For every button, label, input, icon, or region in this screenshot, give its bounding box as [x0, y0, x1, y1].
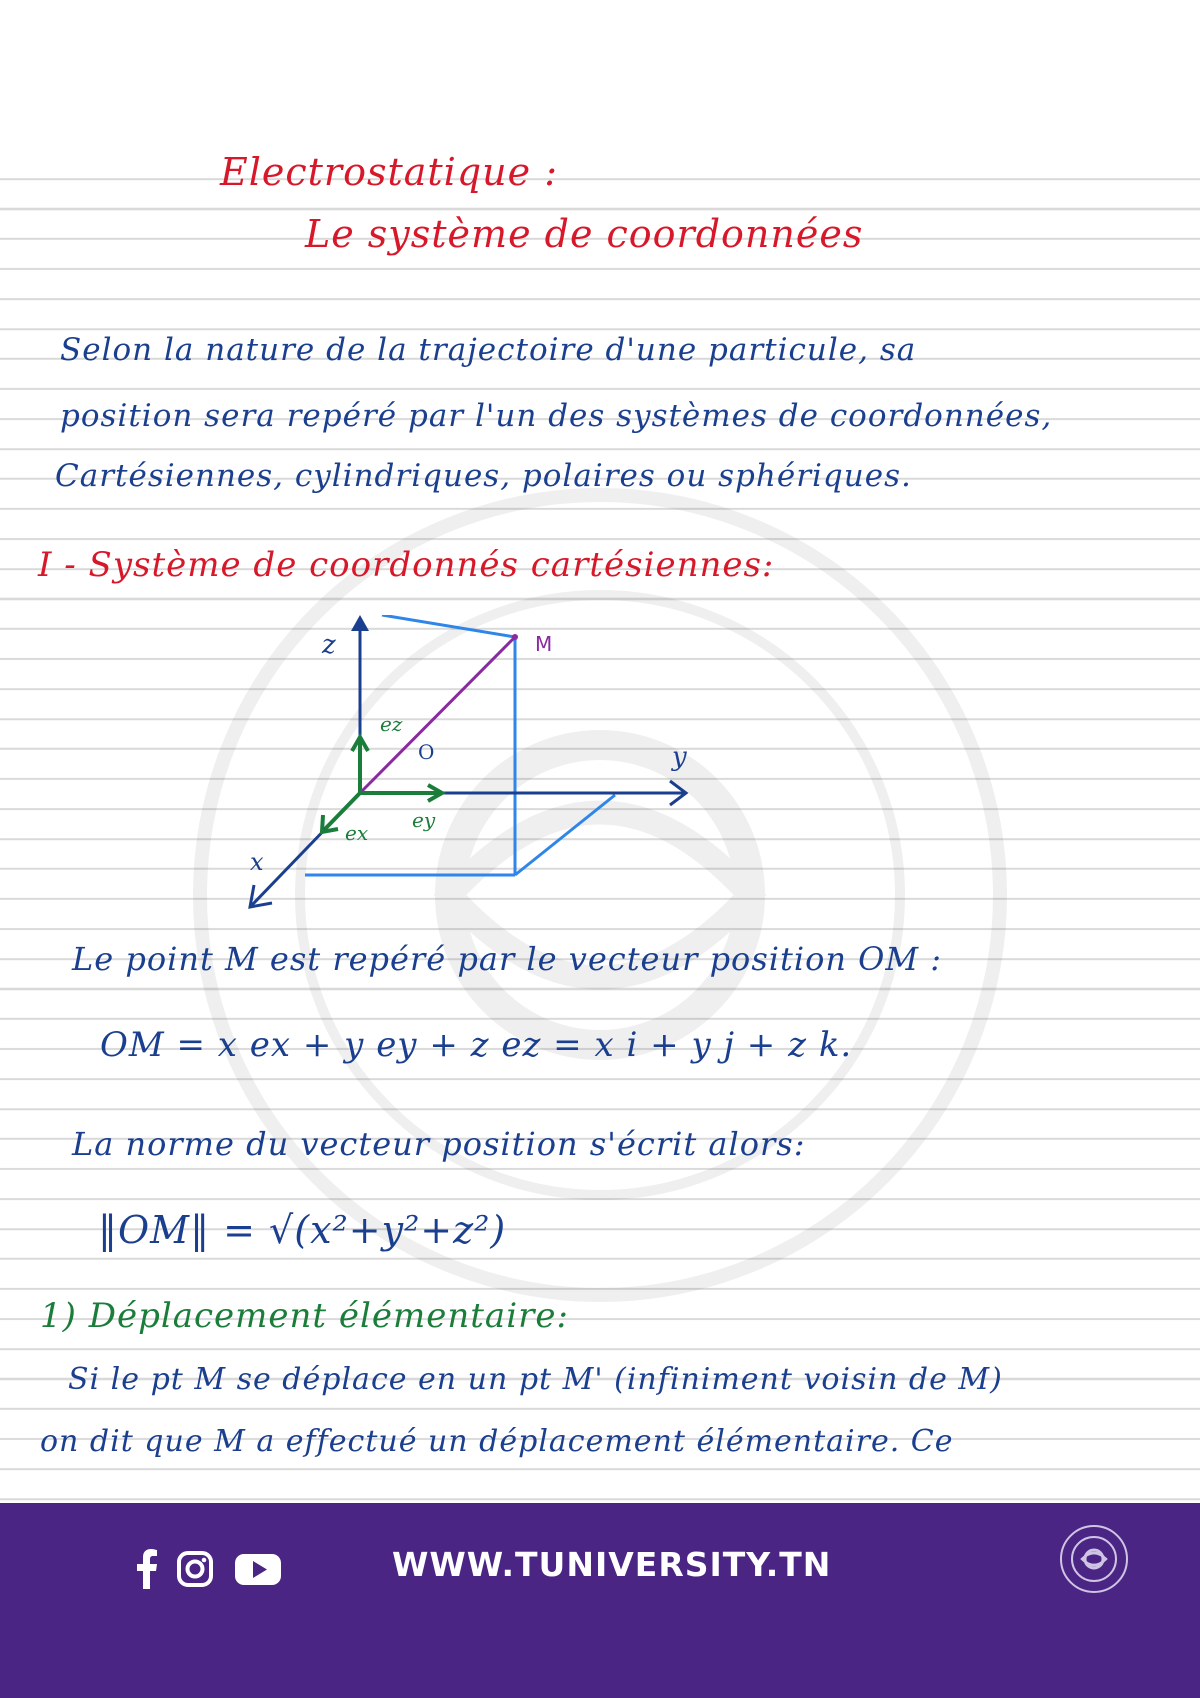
- point-m-dot: [512, 634, 518, 640]
- displacement-line-2: on dit que M a effectué un déplacement élémentaire. Ce: [40, 1424, 954, 1459]
- label-ex: ex: [345, 821, 369, 845]
- youtube-icon[interactable]: [234, 1549, 282, 1589]
- projection-diagonal: [515, 795, 615, 875]
- label-ez: ez: [380, 712, 403, 736]
- tuniversity-seal: [1058, 1523, 1130, 1595]
- displacement-line-1: Si le pt M se déplace en un pt M' (infiniment voisin de M): [68, 1362, 1003, 1397]
- intro-line-1: Selon la nature de la trajectoire d'une particule, sa: [60, 332, 917, 368]
- instagram-icon[interactable]: [176, 1549, 214, 1589]
- subsection-title: 1) Déplacement élémentaire:: [40, 1296, 569, 1336]
- projection-top: [382, 615, 515, 637]
- norm-equation: ‖OM‖ = √(x²+y²+z²): [98, 1208, 507, 1252]
- label-m: M: [535, 632, 553, 656]
- position-vector-text: Le point M est repéré par le vecteur position OM :: [72, 940, 943, 978]
- label-ey: ey: [412, 808, 436, 832]
- footer-bar: [0, 1503, 1200, 1698]
- cartesian-diagram: [230, 615, 700, 915]
- intro-line-3: Cartésiennes, cylindriques, polaires ou sphériques.: [55, 458, 912, 494]
- label-z: z: [322, 630, 336, 660]
- norm-text: La norme du vecteur position s'écrit alors:: [72, 1125, 806, 1163]
- intro-line-2: position sera repéré par l'un des systèmes de coordonnées,: [60, 398, 1053, 434]
- label-origin: O: [418, 740, 435, 764]
- position-vector-equation: OM = x ex + y ey + z ez = x i + y j + z k.: [100, 1025, 853, 1065]
- facebook-icon[interactable]: [136, 1549, 158, 1589]
- label-y: y: [672, 742, 687, 772]
- heading-title: Electrostatique :: [220, 150, 558, 194]
- label-x: x: [250, 848, 264, 876]
- section-title: I - Système de coordonnés cartésiennes:: [38, 545, 775, 585]
- z-axis-arrow: [351, 615, 369, 631]
- website-link[interactable]: WWW.TUNIVERSITY.TN: [392, 1545, 832, 1584]
- heading-subtitle: Le système de coordonnées: [305, 212, 864, 256]
